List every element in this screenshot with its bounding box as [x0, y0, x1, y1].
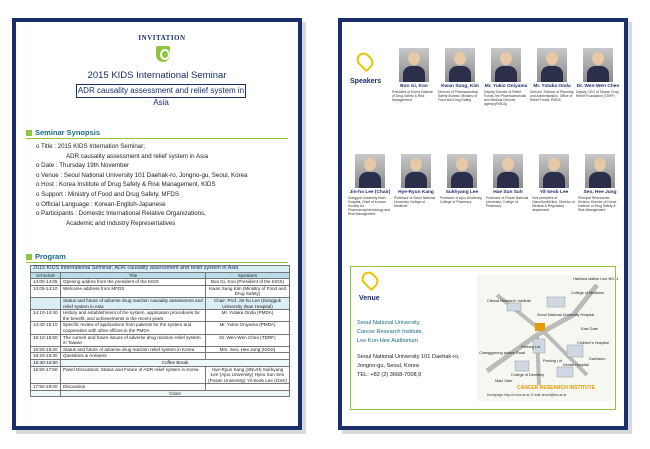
program-time: 14:05-14:10: [31, 285, 61, 297]
synopsis-item: o Support : Ministry of Food and Drug Safety, MFDS: [36, 190, 179, 198]
map-label: College of Dentistry: [511, 373, 545, 377]
speaker-photo: [401, 154, 431, 188]
synopsis-item: Academic and Industry Representatives: [66, 219, 176, 227]
speaker-card: [532, 154, 576, 212]
program-row: [31, 285, 290, 297]
program-row: [31, 310, 290, 322]
speaker-bio: Vice president of GlaxoSmithKline, Director of Medical & Regulatory department: [532, 196, 575, 212]
speaker-name: Mr. Yukio Oniyama: [484, 84, 528, 89]
speaker-card: [440, 154, 484, 204]
map-brand: CANCER RESEARCH INSTITUTE: [517, 385, 596, 391]
venue-name: [357, 319, 423, 346]
venue-address-line: Jongno-gu, Seoul, Korea: [357, 363, 419, 369]
speaker-card: [392, 48, 436, 102]
speaker-bio: Professor of Ajou University, College of Pharmacy: [440, 196, 483, 204]
speaker-bio: Dongguk University Ilsan Hospital, Chief of Korean Society for Pharmacoepidemiology and Risk Management: [348, 196, 391, 216]
speaker-photo: [539, 154, 569, 188]
program-title-cell: Close: [61, 390, 290, 397]
program-header-cell: Title: [61, 272, 206, 279]
speaker-name: Hae Sun Suh: [493, 190, 523, 195]
bullet-square-icon: [26, 254, 32, 260]
speaker-photo: [445, 48, 475, 82]
speaker-photo: [583, 48, 613, 82]
invitation-badge: [136, 30, 188, 68]
program-time: [31, 297, 61, 309]
program-time: 16:30-16:50: [31, 359, 61, 366]
program-speaker: [206, 384, 290, 391]
program-time: 15:10-15:50: [31, 334, 61, 346]
speaker-card: [486, 154, 530, 208]
speaker-photo: [447, 154, 477, 188]
map-label: Dental Hospital: [563, 363, 589, 367]
speaker-photo: [537, 48, 567, 82]
synopsis-list: [36, 142, 296, 228]
speakers-heading: Speakers: [350, 78, 382, 85]
speaker-name: Dr. Wen-Wen Chen: [576, 84, 620, 89]
speaker-card: [394, 154, 438, 208]
program-time: [31, 390, 61, 397]
venue-heading: Venue: [359, 295, 380, 302]
synopsis-item: o Participants : Domestic International Relative Organizations,: [36, 210, 206, 218]
venue-address-line: TEL: +82 (2) 3668-7008,9: [357, 372, 422, 378]
program-row: [31, 346, 290, 353]
program-time: 14:00-14:05: [31, 279, 61, 286]
program-heading-label: Program: [35, 252, 66, 261]
invitation-page: [12, 18, 302, 430]
map-label: Seoul National University Hospital: [537, 313, 595, 317]
speaker-name: Kwan Sung, Kim: [441, 84, 479, 89]
program-divider: [26, 262, 288, 263]
program-title-cell: The current and future issues of adverse drug reaction relief system in Taiwan: [61, 334, 206, 346]
program-speaker: Bon Gi, Koo (President of the KIDS): [206, 279, 290, 286]
venue-name-line: Lee Kun-Hee Auditorium: [357, 338, 418, 344]
program-row: [31, 334, 290, 346]
program-row: [31, 353, 290, 360]
speaker-photo: [399, 48, 429, 82]
program-title-cell: History and establishment of the system, application procedures for the benefit, and achievements in the recent years: [61, 310, 206, 322]
seminar-title: 2015 KIDS International Seminar: [87, 70, 227, 81]
speaker-card: [484, 48, 528, 106]
speaker-bio: Deputy Director of Relief Funds, the Pharmaceuticals and Medical Devices agency(PMDA): [484, 90, 527, 106]
program-speaker: Kwan Sung Kim (Ministry of Food and Drug Safety): [206, 285, 290, 297]
speaker-bio: Director, Division of Planning and Administration, Office of Relief Funds, PMDA: [530, 90, 574, 102]
speaker-card: [530, 48, 574, 102]
speaker-name: Hye-Ryun Kang: [398, 190, 434, 195]
shield-icon: [156, 46, 170, 62]
program-title-cell: Questions & Answers: [61, 353, 206, 360]
synopsis-heading: [26, 128, 100, 137]
map-label: East Gate: [581, 327, 598, 331]
program-row: [31, 279, 290, 286]
program-title-cell: Status and future of adverse drug reaction relief system in Korea: [61, 346, 206, 353]
program-speaker: Mr. Yukio Oniyama (PMDA): [206, 322, 290, 334]
program-row: [31, 359, 290, 366]
program-row: [31, 366, 290, 384]
program-title-cell: Coffee Break: [61, 359, 290, 366]
synopsis-item: o Official Language : Korean-English-Japanese: [36, 200, 166, 208]
venue-address-line: Seoul National University 101 Daehak-ro,: [357, 354, 460, 360]
speaker-card: [578, 154, 622, 212]
speaker-photo: [585, 154, 615, 188]
speaker-bio: Director of Pharmaceutical Safety Bureau, Ministry of Food and Drug Safety: [438, 90, 478, 102]
venue-address: [357, 353, 460, 380]
speaker-name: Sukhyang Lee: [445, 190, 479, 195]
program-title-cell: Discussion: [61, 384, 206, 391]
program-time: 14:10-14:40: [31, 310, 61, 322]
venue-box: [350, 266, 619, 410]
speaker-name: Yil-Seob Lee: [539, 190, 569, 195]
speaker-photo: [355, 154, 385, 188]
map-label: Daehakro: [589, 357, 606, 361]
program-time: 16:50-17:50: [31, 366, 61, 384]
program-speaker: Hye-Ryun Kang (SNUH) Sukhyang Lee (Ajou University) Hyeo Sun Seo (Pusan University) Yil-Seob Lee (GSK): [206, 366, 290, 384]
map-label: Main Gate: [495, 379, 513, 383]
map-label: Changgyeong palace Road: [479, 351, 526, 355]
program-title-cell: Specific review of applications from patients for the system and cooperation with other offices in the PMDA: [61, 322, 206, 334]
campus-map: [477, 275, 619, 401]
speaker-photo: [491, 48, 521, 82]
program-title-cell: Panel Discussion: Status and Future of ADR relief system in Korea: [61, 366, 206, 384]
program-time: 15:50-16:20: [31, 346, 61, 353]
map-label: Children's Hospital: [577, 341, 609, 345]
program-table: [30, 265, 290, 397]
program-time: 17:50-18:00: [31, 384, 61, 391]
program-time: 16:20-16:30: [31, 353, 61, 360]
speakers-venue-page: [338, 18, 628, 430]
program-row: [31, 390, 290, 397]
program-table-title: 2015 KIDS International Seminar; ADR causality assessment and relief system in Asia: [31, 266, 290, 273]
program-time: 14:40-15:10: [31, 322, 61, 334]
heart-icon: [352, 52, 378, 74]
program-speaker: Chair: Prof. Jin-ho Lee (Dongguk University Ilsan Hospital): [206, 297, 290, 309]
map-footer: Homepage: http://cri.snu.ac.kr, E-mail: snucri@snu.ac.kr: [487, 393, 567, 397]
program-title-cell: Opening addres from the president of the KIDS: [61, 279, 206, 286]
map-label: Parking Lot: [543, 359, 563, 363]
program-speaker: Dr. Wen-Wen Chen (TDRF): [206, 334, 290, 346]
program-speaker: [206, 353, 290, 360]
speaker-bio: Professor of Seoul National University College of Medicine: [394, 196, 436, 208]
venue-name-line: Seoul National University,: [357, 320, 421, 326]
program-title-cell: Welcome address from MFDS: [61, 285, 206, 297]
program-speaker: Mr. Yutaka Onda (PMDA): [206, 310, 290, 322]
speaker-bio: Principal Researcher, Division Director of Korea Institute of Drug Safety & Risk Management: [578, 196, 617, 212]
speaker-card: [348, 154, 392, 216]
synopsis-item: ADR causality assessment and relief system in Asia: [66, 152, 209, 160]
program-row: [31, 322, 290, 334]
program-title-row: [31, 266, 290, 273]
synopsis-item: o Venue : Seoul National University 101 Daehak-ro, Jongno-gu, Seoul, Korea: [36, 171, 248, 179]
speaker-name: Jin-ho Lee (Chair): [349, 190, 391, 195]
invitation-ribbon: INVITATION: [138, 34, 186, 42]
speaker-name: Seo, Hee Jung: [583, 190, 617, 195]
speaker-photo: [493, 154, 523, 188]
map-label: Haehwa station Line NO. 4: [573, 277, 619, 281]
synopsis-divider: [26, 138, 288, 139]
venue-name-line: Cancer Research Institute,: [357, 329, 424, 335]
speaker-card: [576, 48, 620, 98]
program-row: [31, 297, 290, 309]
program-header-row: [31, 272, 290, 279]
program-header-cell: Schedule: [31, 272, 61, 279]
map-label: Clinical Research Institute: [487, 299, 531, 303]
synopsis-item: o Host : Korea Institute of Drug Safety & Risk Management, KIDS: [36, 181, 216, 189]
synopsis-item: o Title : 2015 KIDS Internation Seminar;: [36, 143, 146, 150]
program-header-cell: Speakers: [206, 272, 290, 279]
speaker-bio: Professor of Pusan National University, College of Pharmacy: [486, 196, 529, 208]
speaker-bio: Deputy CEO of Taiwan Drug Relief Foundation (TDRF): [576, 90, 619, 98]
synopsis-item: o Date : Thursday 19th November: [36, 162, 130, 170]
map-label: Parking Lot: [521, 345, 541, 349]
program-heading: [26, 252, 66, 261]
speaker-name: Bon Gi, Koo: [400, 84, 428, 89]
speaker-name: Mr. Yutaka Onda: [533, 84, 571, 89]
map-label: College of Medicine: [571, 291, 605, 295]
program-speaker: Mrs. Seo, Hee Jung (KIDS): [206, 346, 290, 353]
heart-icon: [357, 271, 383, 293]
synopsis-heading-label: Seminar Synopsis: [35, 128, 101, 137]
program-row: [31, 384, 290, 391]
bullet-square-icon: [26, 130, 32, 136]
seminar-subtitle: ADR causality assessment and relief system in Asia: [77, 86, 245, 107]
program-title-cell: Status and future of adverse drug reaction causality assessment and relief system in Asia: [61, 297, 206, 309]
speaker-bio: President of Korea Institute of Drug Safety & Risk Management: [392, 90, 433, 102]
speaker-card: [438, 48, 482, 102]
